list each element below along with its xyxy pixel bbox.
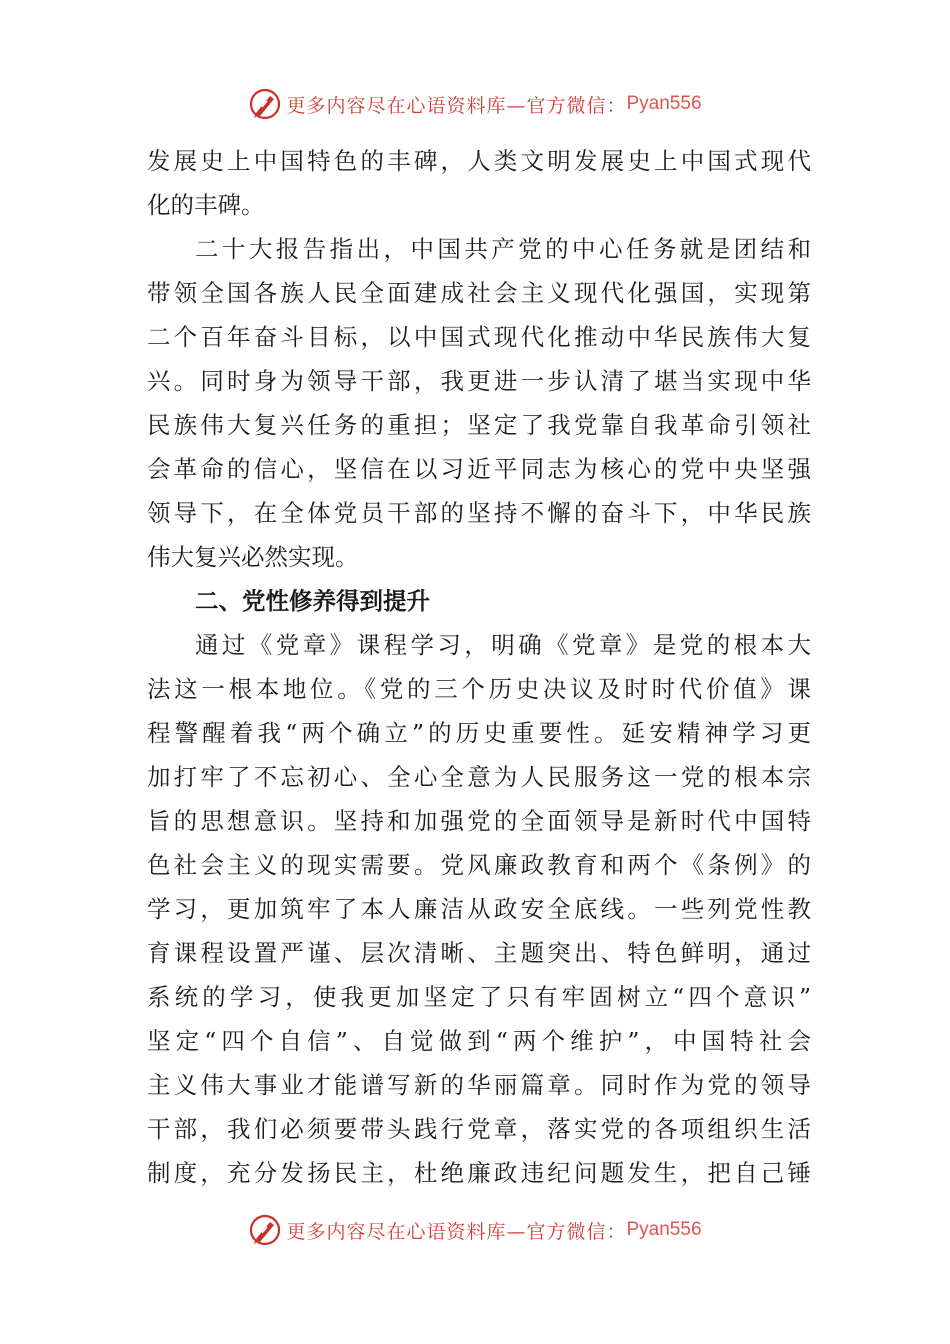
text-line: 主义伟大事业才能谱写新的华丽篇章。同时作为党的领导 bbox=[147, 1071, 811, 1099]
text-line: 育课程设置严谨、层次清晰、主题突出、特色鲜明，通过 bbox=[147, 939, 811, 967]
text-line: 程警醒着我“两个确立”的历史重要性。延安精神学习更 bbox=[147, 719, 811, 747]
text-line: 带领全国各族人民全面建成社会主义现代化强国，实现第 bbox=[147, 279, 811, 307]
banner-wechat-id: Pyan556 bbox=[626, 93, 702, 114]
banner-text: 更多内容尽在心语资料库—官方微信： bbox=[286, 1220, 627, 1243]
text-line: 伟大复兴必然实现。 bbox=[147, 543, 359, 571]
text-line: 民族伟大复兴任务的重担；坚定了我党靠自我革命引领社 bbox=[147, 411, 811, 439]
text-line: 领导下，在全体党员干部的坚持不懈的奋斗下，中华民族 bbox=[147, 499, 811, 527]
text-line: 旨的思想意识。坚持和加强党的全面领导是新时代中国特 bbox=[147, 807, 811, 835]
text-line: 化的丰碑。 bbox=[147, 191, 265, 219]
banner-text: 更多内容尽在心语资料库—官方微信： bbox=[286, 94, 627, 117]
text-line: 法这一根本地位。《党的三个历史决议及时时代价值》课 bbox=[147, 675, 811, 703]
text-line: 色社会主义的现实需要。党风廉政教育和两个《条例》的 bbox=[147, 851, 811, 879]
banner-wechat-id: Pyan556 bbox=[626, 1219, 702, 1240]
paragraph-first-line: 通过《党章》课程学习，明确《党章》是党的根本大 bbox=[195, 631, 811, 659]
text-line: 坚定“四个自信”、自觉做到“两个维护”，中国特社会 bbox=[147, 1027, 811, 1055]
text-line: 干部，我们必须要带头践行党章，落实党的各项组织生活 bbox=[147, 1115, 811, 1143]
pen-logo-icon bbox=[248, 87, 282, 121]
pen-logo-icon bbox=[248, 1213, 282, 1247]
text-line: 二个百年奋斗目标，以中国式现代化推动中华民族伟大复 bbox=[147, 323, 811, 351]
header-banner bbox=[0, 84, 950, 124]
text-line: 制度，充分发扬民主，杜绝廉政违纪问题发生，把自己锤 bbox=[147, 1159, 811, 1187]
text-line: 会革命的信心，坚信在以习近平同志为核心的党中央坚强 bbox=[147, 455, 811, 483]
footer-banner bbox=[0, 1210, 950, 1250]
text-line: 加打牢了不忘初心、全心全意为人民服务这一党的根本宗 bbox=[147, 763, 811, 791]
document-body bbox=[147, 139, 811, 1195]
text-line: 兴。同时身为领导干部，我更进一步认清了堪当实现中华 bbox=[147, 367, 811, 395]
text-line: 学习，更加筑牢了本人廉洁从政安全底线。一些列党性教 bbox=[147, 895, 811, 923]
section-heading: 二、党性修养得到提升 bbox=[195, 587, 430, 615]
paragraph-first-line: 二十大报告指出，中国共产党的中心任务就是团结和 bbox=[195, 235, 811, 263]
text-line: 发展史上中国特色的丰碑，人类文明发展史上中国式现代 bbox=[147, 147, 811, 175]
text-line: 系统的学习，使我更加坚定了只有牢固树立“四个意识” bbox=[147, 983, 811, 1011]
